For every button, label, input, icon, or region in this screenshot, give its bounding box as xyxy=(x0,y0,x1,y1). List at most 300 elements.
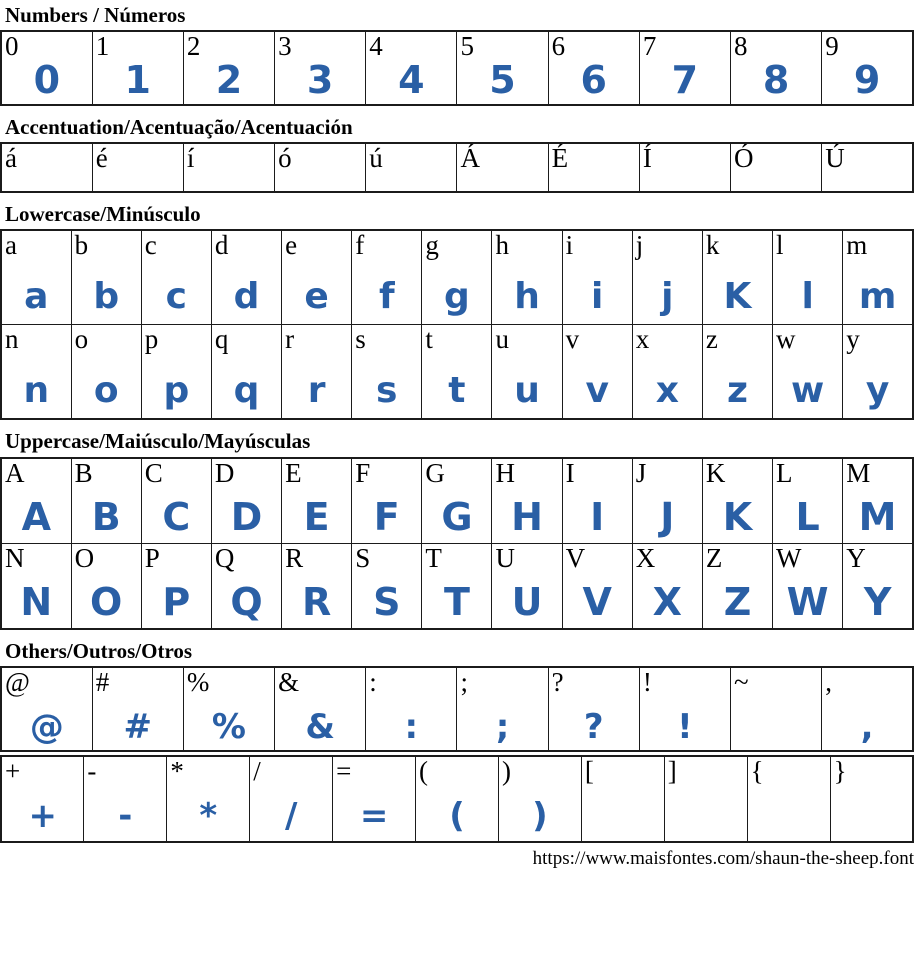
character-label: f xyxy=(355,231,365,261)
font-glyph: U xyxy=(511,579,543,624)
section-tables xyxy=(0,457,916,630)
font-glyph: N xyxy=(20,579,53,624)
cell-content xyxy=(2,757,83,841)
cell-content xyxy=(352,459,421,543)
character-label: z xyxy=(705,325,718,355)
glyph-cell xyxy=(632,325,702,420)
glyph-cell xyxy=(352,325,422,420)
font-glyph: 6 xyxy=(580,58,607,103)
glyph-cell xyxy=(183,31,274,105)
character-label: í xyxy=(186,144,195,174)
glyph-table-upper xyxy=(0,457,914,630)
glyph-cell xyxy=(211,458,281,544)
character-label: W xyxy=(776,543,802,573)
cell-content xyxy=(2,325,71,418)
table-row xyxy=(1,230,913,325)
character-label: N xyxy=(5,543,25,573)
font-glyph: I xyxy=(590,494,605,539)
character-label: a xyxy=(5,231,17,261)
font-glyph xyxy=(665,833,747,841)
cell-content xyxy=(822,32,912,104)
character-label: - xyxy=(87,756,97,786)
glyph-cell xyxy=(250,756,333,842)
character-label: V xyxy=(565,543,586,573)
font-glyph: 0 xyxy=(33,58,61,103)
character-label: ] xyxy=(667,756,677,786)
glyph-cell xyxy=(581,756,664,842)
cell-content xyxy=(457,668,547,750)
glyph-cell xyxy=(275,143,366,192)
cell-content xyxy=(640,144,730,191)
character-label: d xyxy=(214,231,229,261)
font-glyph: ) xyxy=(532,795,548,836)
glyph-cell xyxy=(416,756,499,842)
font-glyph: V xyxy=(582,579,612,624)
font-glyph: h xyxy=(514,276,540,318)
font-glyph: v xyxy=(585,370,609,412)
glyph-cell xyxy=(366,143,457,192)
cell-content xyxy=(831,757,912,841)
cell-content xyxy=(822,144,912,191)
cell-content xyxy=(282,544,351,628)
font-glyph: + xyxy=(28,795,57,836)
character-label: j xyxy=(635,231,644,261)
character-label: r xyxy=(285,325,295,355)
glyph-cell xyxy=(843,230,913,325)
font-glyph: B xyxy=(91,494,121,539)
glyph-cell xyxy=(731,143,822,192)
glyph-cell xyxy=(352,230,422,325)
character-label: ) xyxy=(501,756,511,786)
glyph-table-accent xyxy=(0,142,914,193)
glyph-cell xyxy=(822,31,913,105)
character-label: c xyxy=(144,231,157,261)
cell-content xyxy=(142,325,211,418)
glyph-cell xyxy=(747,756,830,842)
character-label: R xyxy=(285,543,304,573)
font-glyph: M xyxy=(858,494,897,539)
character-label: F xyxy=(355,458,371,488)
cell-content xyxy=(549,144,639,191)
cell-content xyxy=(2,668,92,750)
character-label: ú xyxy=(369,144,383,174)
glyph-cell xyxy=(773,543,843,629)
character-label: ? xyxy=(551,667,564,697)
glyph-cell xyxy=(773,325,843,420)
cell-content xyxy=(843,544,912,628)
font-glyph: i xyxy=(591,276,604,318)
cell-content xyxy=(703,231,772,324)
table-row xyxy=(1,143,913,192)
font-glyph: D xyxy=(230,494,263,539)
cell-content xyxy=(703,544,772,628)
font-glyph: W xyxy=(786,579,829,624)
cell-content xyxy=(93,668,183,750)
cell-content xyxy=(633,231,702,324)
glyph-cell xyxy=(457,31,548,105)
section-title: Accentuation/Acentuação/Acentuación xyxy=(5,115,353,140)
cell-content xyxy=(492,231,561,324)
glyph-cell xyxy=(366,31,457,105)
cell-content xyxy=(773,459,842,543)
glyph-cell xyxy=(422,230,492,325)
font-glyph: K xyxy=(723,276,752,318)
glyph-cell xyxy=(632,230,702,325)
glyph-cell xyxy=(92,667,183,751)
glyph-cell xyxy=(422,458,492,544)
glyph-cell xyxy=(71,230,141,325)
glyph-cell xyxy=(773,230,843,325)
character-label: / xyxy=(253,756,261,786)
cell-content xyxy=(282,459,351,543)
glyph-cell xyxy=(141,458,211,544)
section-title: Uppercase/Maiúsculo/Mayúsculas xyxy=(5,429,311,454)
cell-content xyxy=(184,668,274,750)
character-label: Á xyxy=(460,144,480,174)
font-glyph: ; xyxy=(495,706,510,747)
cell-content xyxy=(72,459,141,543)
character-label: s xyxy=(355,325,366,355)
glyph-cell xyxy=(548,31,639,105)
glyph-cell xyxy=(183,143,274,192)
font-glyph: 7 xyxy=(671,58,699,103)
glyph-cell xyxy=(639,31,730,105)
character-label: } xyxy=(833,756,847,786)
cell-content xyxy=(212,231,281,324)
cell-content xyxy=(492,325,561,418)
font-glyph: , xyxy=(860,706,874,747)
cell-content xyxy=(212,325,281,418)
cell-content xyxy=(703,459,772,543)
cell-content xyxy=(843,231,912,324)
cell-content xyxy=(167,757,249,841)
font-glyph: C xyxy=(162,494,191,539)
cell-content xyxy=(2,32,92,104)
font-glyph: & xyxy=(305,706,335,747)
character-label: q xyxy=(214,325,229,355)
cell-content xyxy=(457,32,547,104)
font-glyph: ? xyxy=(583,706,604,747)
character-label: Ú xyxy=(825,144,845,174)
character-label: á xyxy=(5,144,17,174)
cell-content xyxy=(184,144,274,191)
font-glyph: # xyxy=(123,706,153,747)
font-glyph: e xyxy=(304,276,329,318)
cell-content xyxy=(633,325,702,418)
character-label: # xyxy=(95,667,110,697)
cell-content xyxy=(773,325,842,418)
cell-content xyxy=(142,544,211,628)
cell-content xyxy=(2,544,71,628)
glyph-cell xyxy=(457,667,548,751)
font-glyph: o xyxy=(93,370,119,412)
character-label: P xyxy=(144,543,160,573)
font-glyph: X xyxy=(652,579,682,624)
font-glyph: - xyxy=(118,795,133,836)
section-tables xyxy=(0,666,916,843)
character-label: A xyxy=(5,458,25,488)
cell-content xyxy=(352,231,421,324)
font-glyph: * xyxy=(199,795,218,836)
font-glyph: K xyxy=(722,494,753,539)
glyph-cell xyxy=(84,756,167,842)
character-label: M xyxy=(846,458,871,488)
cell-content xyxy=(2,459,71,543)
character-label: % xyxy=(186,667,210,697)
font-glyph: a xyxy=(24,276,49,318)
glyph-cell xyxy=(275,667,366,751)
character-label: = xyxy=(336,756,352,786)
character-label: y xyxy=(846,325,860,355)
section-tables xyxy=(0,30,916,106)
font-glyph: j xyxy=(661,276,674,318)
character-label: 9 xyxy=(825,32,839,62)
character-label: 6 xyxy=(551,32,566,62)
font-glyph: Z xyxy=(723,579,752,624)
font-glyph: d xyxy=(233,276,260,318)
character-label: x xyxy=(635,325,650,355)
cell-content xyxy=(549,668,639,750)
glyph-cell xyxy=(141,543,211,629)
character-label: B xyxy=(74,458,93,488)
glyph-cell xyxy=(702,325,772,420)
font-glyph: 4 xyxy=(398,58,425,103)
glyph-cell xyxy=(731,31,822,105)
glyph-cell xyxy=(92,143,183,192)
character-label: L xyxy=(776,458,793,488)
glyph-cell xyxy=(822,667,913,751)
glyph-cell xyxy=(843,325,913,420)
cell-content xyxy=(633,544,702,628)
cell-content xyxy=(212,459,281,543)
cell-content xyxy=(72,231,141,324)
glyph-cell xyxy=(562,325,632,420)
cell-content xyxy=(773,231,842,324)
section-numbers xyxy=(0,3,916,106)
cell-content xyxy=(142,459,211,543)
font-glyph: = xyxy=(359,795,389,836)
cell-content xyxy=(366,32,456,104)
section-accentuation xyxy=(0,115,916,193)
character-label: Z xyxy=(705,543,723,573)
font-glyph: S xyxy=(373,579,401,624)
cell-content xyxy=(84,757,166,841)
cell-content xyxy=(843,325,912,418)
character-label: Ó xyxy=(734,144,754,174)
character-label: T xyxy=(425,543,442,573)
glyph-cell xyxy=(1,667,92,751)
glyph-cell xyxy=(1,458,71,544)
glyph-cell xyxy=(211,325,281,420)
character-label: 3 xyxy=(278,32,292,62)
character-label: k xyxy=(705,231,720,261)
font-glyph: q xyxy=(233,370,260,412)
character-label: 1 xyxy=(95,32,110,62)
character-label: K xyxy=(705,458,726,488)
glyph-cell xyxy=(548,143,639,192)
glyph-cell xyxy=(1,325,71,420)
cell-content xyxy=(748,757,830,841)
font-glyph: c xyxy=(165,276,188,318)
glyph-cell xyxy=(71,325,141,420)
cell-content xyxy=(352,325,421,418)
glyph-cell xyxy=(352,543,422,629)
character-label: 0 xyxy=(5,32,19,62)
cell-content xyxy=(563,544,632,628)
cell-content xyxy=(250,757,332,841)
font-glyph xyxy=(748,833,830,841)
font-glyph: l xyxy=(801,276,814,318)
cell-content xyxy=(275,32,365,104)
character-label: @ xyxy=(5,667,30,697)
font-glyph: p xyxy=(163,370,190,412)
font-glyph: n xyxy=(23,370,50,412)
glyph-cell xyxy=(702,458,772,544)
cell-content xyxy=(416,757,498,841)
font-glyph xyxy=(582,833,664,841)
font-glyph: x xyxy=(655,370,679,412)
cell-content xyxy=(731,144,821,191)
character-label: [ xyxy=(584,756,594,786)
character-label: S xyxy=(355,543,371,573)
character-label: D xyxy=(214,458,235,488)
character-label: é xyxy=(95,144,108,174)
character-label: m xyxy=(846,231,868,261)
glyph-table-others-a xyxy=(0,666,914,752)
cell-content xyxy=(422,544,491,628)
cell-content xyxy=(142,231,211,324)
glyph-table-numbers xyxy=(0,30,914,106)
character-label: É xyxy=(551,144,569,174)
cell-content xyxy=(2,231,71,324)
section-tables xyxy=(0,142,916,193)
character-label: 2 xyxy=(186,32,201,62)
glyph-cell xyxy=(562,230,632,325)
glyph-cell xyxy=(562,458,632,544)
glyph-cell xyxy=(275,31,366,105)
cell-content xyxy=(282,325,351,418)
character-label: J xyxy=(635,458,647,488)
character-label: : xyxy=(369,667,377,697)
cell-content xyxy=(492,459,561,543)
font-glyph: r xyxy=(307,370,326,412)
glyph-cell xyxy=(1,143,92,192)
cell-content xyxy=(93,144,183,191)
glyph-cell xyxy=(492,543,562,629)
cell-content xyxy=(563,325,632,418)
character-label: 5 xyxy=(460,32,474,62)
cell-content xyxy=(93,32,183,104)
font-glyph: 9 xyxy=(853,58,881,103)
cell-content xyxy=(457,144,547,191)
character-label: I xyxy=(565,458,575,488)
font-glyph: O xyxy=(90,579,123,624)
glyph-cell xyxy=(71,458,141,544)
section-title: Others/Outros/Otros xyxy=(5,638,193,663)
cell-content xyxy=(366,668,456,750)
character-label: O xyxy=(74,543,95,573)
font-glyph: u xyxy=(514,370,540,412)
font-glyph xyxy=(831,833,912,841)
character-label: 7 xyxy=(642,32,657,62)
glyph-cell xyxy=(822,143,913,192)
character-label: + xyxy=(5,756,21,786)
character-label: * xyxy=(170,756,184,786)
font-glyph: f xyxy=(378,276,395,318)
glyph-cell xyxy=(282,458,352,544)
glyph-cell xyxy=(702,230,772,325)
character-label: l xyxy=(776,231,784,261)
table-row xyxy=(1,31,913,105)
cell-content xyxy=(422,325,491,418)
glyph-cell xyxy=(1,31,92,105)
glyph-cell xyxy=(141,230,211,325)
font-glyph: z xyxy=(727,370,748,412)
glyph-cell xyxy=(843,543,913,629)
cell-content xyxy=(582,757,664,841)
cell-content xyxy=(731,32,821,104)
font-glyph: E xyxy=(303,494,330,539)
cell-content xyxy=(366,144,456,191)
cell-content xyxy=(773,544,842,628)
glyph-cell xyxy=(352,458,422,544)
font-glyph: g xyxy=(444,276,470,318)
cell-content xyxy=(422,459,491,543)
character-label: o xyxy=(74,325,89,355)
cell-content xyxy=(72,544,141,628)
font-glyph: : xyxy=(404,706,419,747)
font-glyph: % xyxy=(211,706,246,747)
character-label: E xyxy=(285,458,302,488)
font-glyph: H xyxy=(511,494,543,539)
glyph-cell xyxy=(731,667,822,751)
section-others xyxy=(0,639,916,843)
cell-content xyxy=(184,32,274,104)
footer-url: https://www.maisfontes.com/shaun-the-sheep.font xyxy=(532,847,914,869)
glyph-cell xyxy=(366,667,457,751)
character-label: Y xyxy=(846,543,866,573)
cell-content xyxy=(822,668,912,750)
glyph-cell xyxy=(92,31,183,105)
font-glyph: R xyxy=(302,579,332,624)
character-label: & xyxy=(278,667,300,697)
font-glyph: w xyxy=(790,370,825,412)
cell-content xyxy=(665,757,747,841)
glyph-cell xyxy=(843,458,913,544)
font-glyph: ( xyxy=(449,795,465,836)
font-glyph: 5 xyxy=(489,58,516,103)
character-label: e xyxy=(285,231,298,261)
character-label: u xyxy=(495,325,509,355)
glyph-cell xyxy=(282,325,352,420)
cell-content xyxy=(422,231,491,324)
glyph-cell xyxy=(773,458,843,544)
font-glyph: t xyxy=(448,370,466,412)
font-glyph: b xyxy=(93,276,120,318)
character-label: b xyxy=(74,231,89,261)
character-label: i xyxy=(565,231,574,261)
character-label: h xyxy=(495,231,509,261)
font-glyph: 8 xyxy=(762,58,790,103)
character-label: { xyxy=(750,756,764,786)
cell-content xyxy=(275,144,365,191)
cell-content xyxy=(492,544,561,628)
section-tables xyxy=(0,229,916,420)
character-label: Í xyxy=(642,144,652,174)
font-glyph: m xyxy=(858,276,897,318)
character-label: C xyxy=(144,458,163,488)
glyph-cell xyxy=(548,667,639,751)
